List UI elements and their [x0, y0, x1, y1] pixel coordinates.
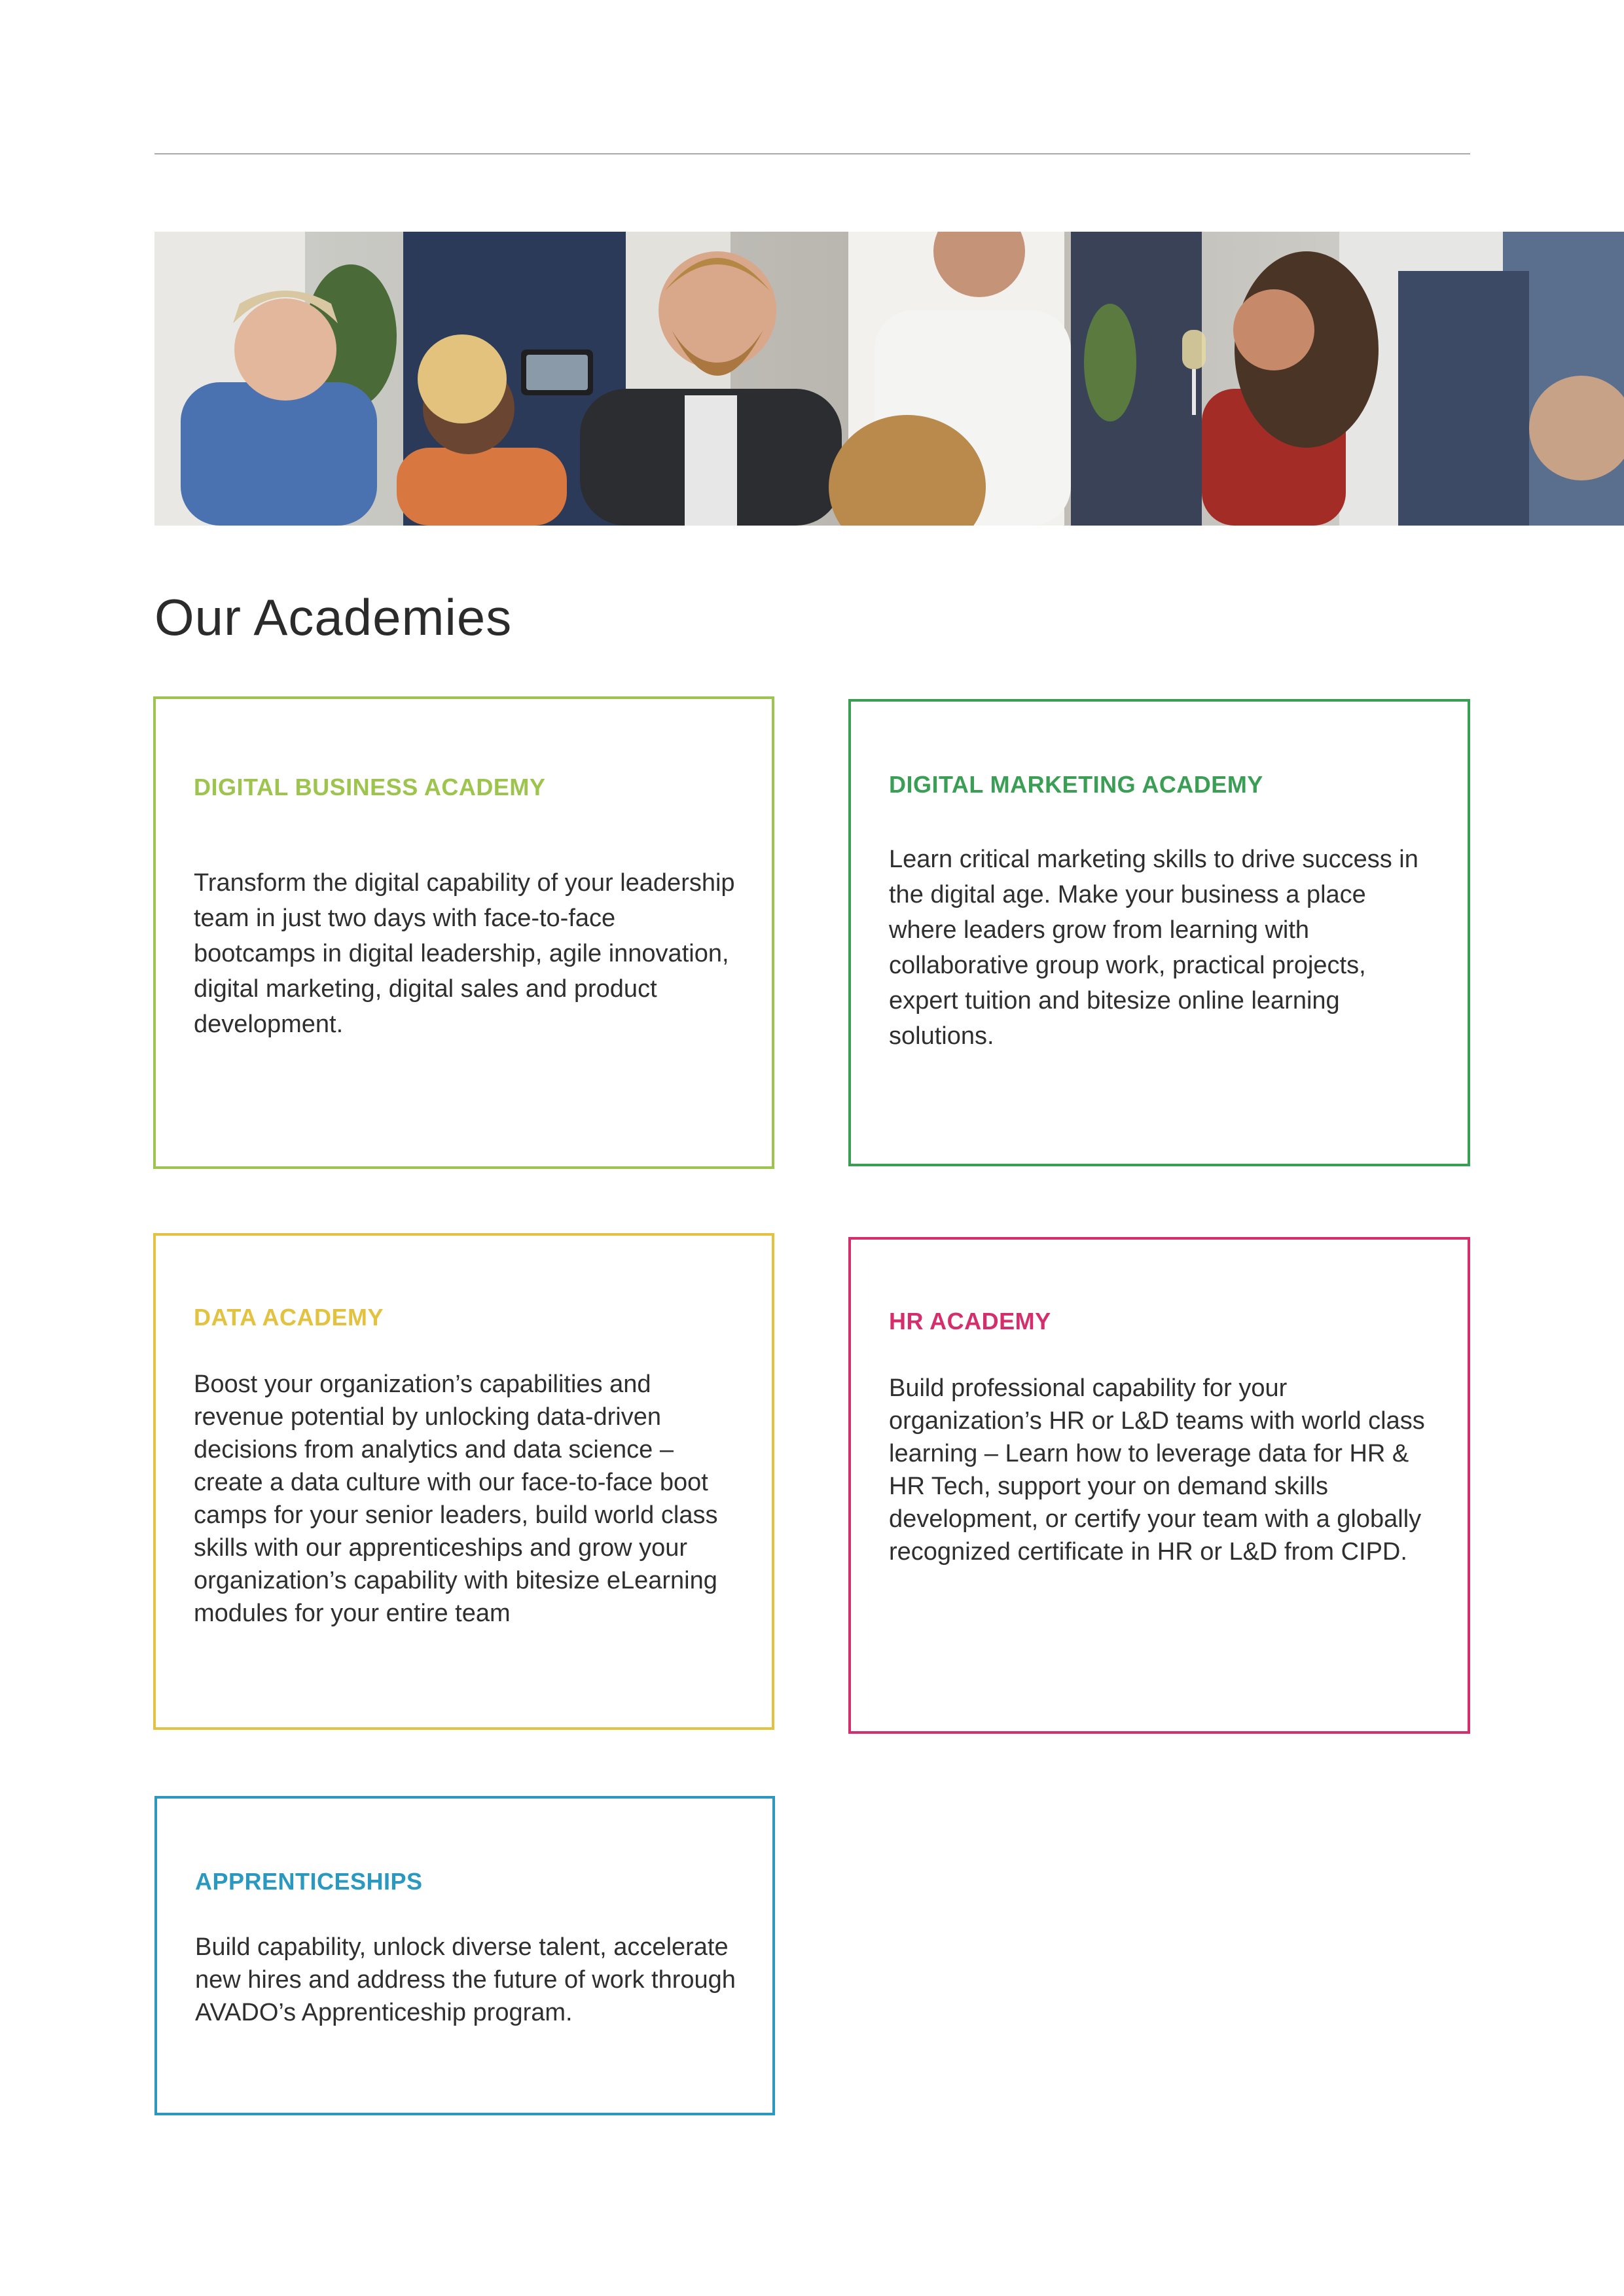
- academy-heading: DIGITAL MARKETING ACADEMY: [889, 771, 1263, 798]
- academy-heading: HR ACADEMY: [889, 1308, 1051, 1335]
- academy-card-digital-business: [153, 696, 774, 1169]
- academy-description: Build capability, unlock diverse talent, accelerate new hires and address the future of work through AVADO’s Apprenticeship program.: [195, 1933, 736, 2026]
- hero-photo-illustration: [154, 232, 1624, 526]
- academy-card-digital-marketing: [848, 699, 1470, 1166]
- academy-description: Boost your organization’s capabilities and revenue potential by unlocking data-driven decisions from analytics and data science – create a data culture with our face-to-face boot camps for your senior leaders, build world class skills with our apprenticeships and grow your organization’s capability with bitesize eLearning modules for your entire team: [194, 1371, 718, 1627]
- academy-card-data: [153, 1233, 774, 1730]
- academy-heading: APPRENTICESHIPS: [195, 1868, 423, 1895]
- academy-heading: DIGITAL BUSINESS ACADEMY: [194, 774, 546, 800]
- academy-card-hr: [848, 1237, 1470, 1734]
- top-divider: [154, 153, 1470, 154]
- academy-heading: DATA ACADEMY: [194, 1304, 384, 1331]
- hero-photo: [154, 232, 1624, 526]
- page-title: Our Academies: [154, 588, 513, 646]
- academy-card-apprenticeships: [154, 1796, 775, 2115]
- academy-description: Learn critical marketing skills to drive success in the digital age. Make your business a place where leaders grow from learning with collaborative group work, practical projects, expert tuition and bitesize online learning solutions.: [889, 846, 1418, 1050]
- academy-description: Transform the digital capability of your leadership team in just two days with face-to-face bootcamps in digital leadership, agile innovation, digital marketing, digital sales and product development.: [194, 869, 735, 1038]
- academy-description: Build professional capability for your organization’s HR or L&D teams with world class learning – Learn how to leverage data for HR & HR Tech, support your on demand skills development, or certify your team with a globally recognized certificate in HR or L&D from CIPD.: [889, 1374, 1425, 1566]
